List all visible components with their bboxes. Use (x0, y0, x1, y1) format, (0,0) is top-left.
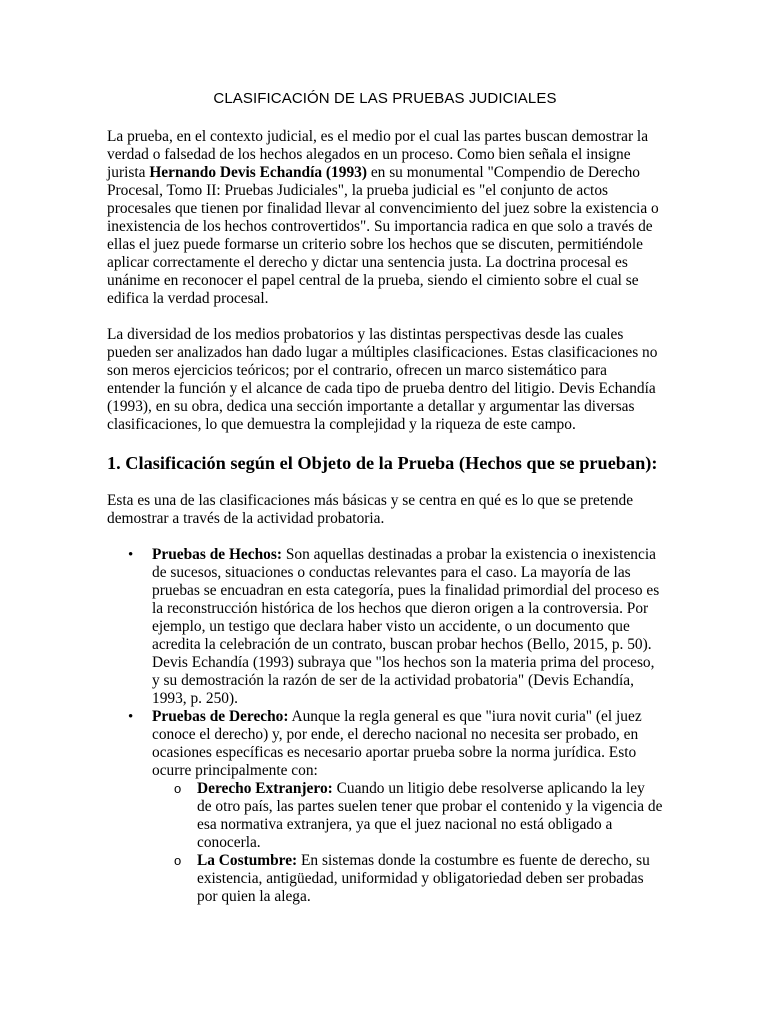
list-item-text: Aunque la regla general es que "iura novit curia" (el juez conoce el derecho) y, por ende, el derecho nacional no necesita ser probado, en ocasiones específicas es necesario aportar prueba sobre la norma jurídica. Esto ocurre principalmente con: (152, 708, 642, 779)
intro-paragraph-1 (107, 128, 663, 308)
sub-item-text: En sistemas donde la costumbre es fuente de derecho, su existencia, antigüedad, uniformidad y obligatoriedad deben ser probadas por quien la alega. (197, 852, 650, 905)
intro-section (107, 128, 663, 434)
sub-item-term: La Costumbre: (197, 852, 298, 869)
list-item-term: Pruebas de Derecho: (152, 708, 289, 725)
intro-p1-text-a: La prueba, en el contexto judicial, es el medio por el cual las partes buscan demostrar la verdad o falsedad de los hechos alegados en un proceso. Como bien señala el insigne jurista (107, 128, 649, 181)
intro-paragraph-2: La diversidad de los medios probatorios y las distintas perspectivas desde las cuales pueden ser analizados han dado lugar a múltiples clasificaciones. Estas clasificaciones no son meros ejercicios teóricos; por el contrario, ofrecen un marco sistemático para entender la función y el alcance de cada tipo de prueba dentro del litigio. Devis Echandía (1993), en su obra, dedica una sección importante a detallar y argumentar las diversas clasificaciones, lo que demuestra la complejidad y la riqueza de este campo. (107, 326, 658, 433)
list-item-pruebas-de-hechos (107, 546, 663, 708)
list-item-pruebas-de-derecho (107, 708, 663, 906)
section-1-heading: 1. Clasificación según el Objeto de la Prueba (Hechos que se prueban): (107, 453, 658, 473)
document-page (107, 90, 663, 906)
bullet-icon: • (128, 547, 134, 563)
sub-item-term: Derecho Extranjero: (197, 780, 333, 797)
section-1-list (107, 546, 663, 906)
document-title: CLASIFICACIÓN DE LAS PRUEBAS JUDICIALES (213, 90, 557, 107)
section-1-lead: Esta es una de las clasificaciones más básicas y se centra en qué es lo que se pretende demostrar a través de la actividad probatoria. (107, 492, 634, 527)
bullet-icon: • (128, 709, 134, 725)
sub-bullet-icon: o (174, 781, 182, 796)
list-item-term: Pruebas de Hechos: (152, 546, 282, 563)
intro-p1-text-b: en su monumental "Compendio de Derecho Procesal, Tomo II: Pruebas Judiciales", la prueba judicial es "el conjunto de actos procesales que tienen por finalidad llevar al convencimiento del juez sobre la existencia o inexistencia de los hechos controvertidos". Su importancia radica en que solo a través de ellas el juez puede formarse un criterio sobre los hechos que se discuten, permitiéndole aplicar correctamente el derecho y dictar una sentencia justa. La doctrina procesal es unánime en reconocer el papel central de la prueba, siendo el cimiento sobre el cual se edifica la verdad procesal. (107, 164, 659, 307)
sub-list (152, 780, 663, 906)
sub-bullet-icon: o (174, 853, 182, 868)
sub-item-text: Cuando un litigio debe resolverse aplicando la ley de otro país, las partes suelen tener que probar el contenido y la vigencia de esa normativa extranjera, ya que el juez nacional no está obligado a conocerla. (197, 780, 663, 851)
list-item-text: Son aquellas destinadas a probar la existencia o inexistencia de sucesos, situaciones o conductas relevantes para el caso. La mayoría de las pruebas se encuadran en esta categoría, pues la finalidad primordial del proceso es la reconstrucción histórica de los hechos que dieron origen a la controversia. Por ejemplo, un testigo que declara haber visto un accidente, o un documento que acredita la celebración de un contrato, buscan probar hechos (Bello, 2015, p. 50). Devis Echandía (1993) subraya que "los hechos son la materia prima del proceso, y su demostración la razón de ser de la actividad probatoria" (Devis Echandía, 1993, p. 250). (152, 546, 660, 707)
sub-item-la-costumbre (152, 852, 663, 906)
sub-item-derecho-extranjero (152, 780, 663, 852)
intro-p1-author: Hernando Devis Echandía (1993) (149, 164, 367, 181)
